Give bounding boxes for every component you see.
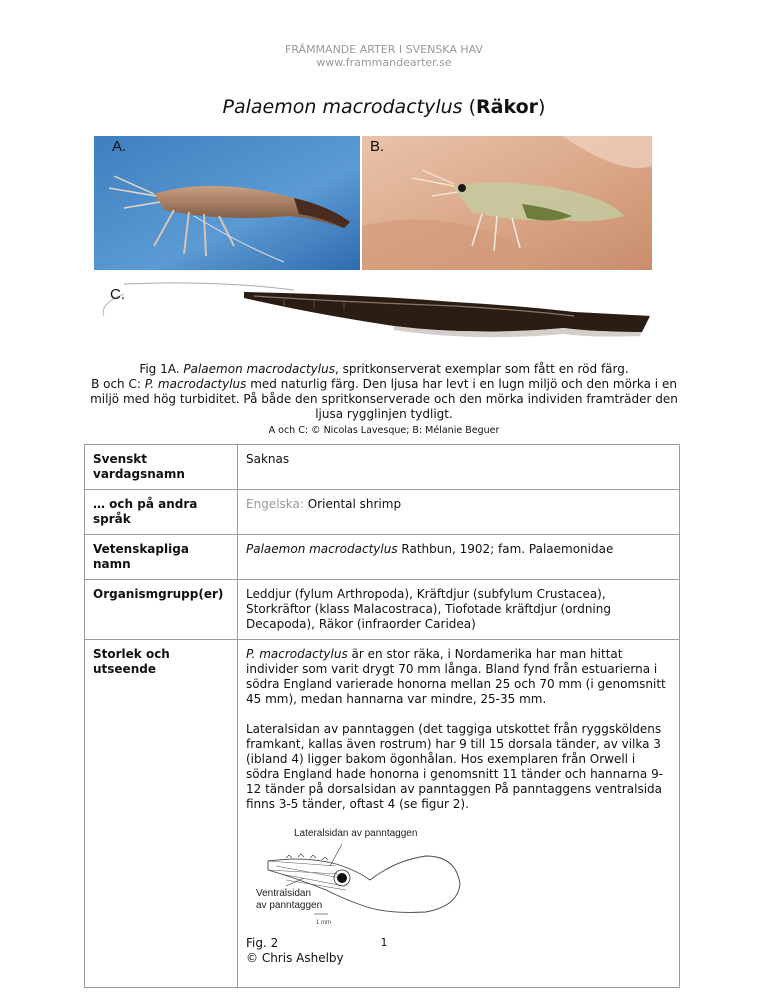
scientific-authority: Rathbun, 1902; fam. Palaemonidae (397, 542, 614, 556)
size-paragraph-2: Lateralsidan av panntaggen (det taggiga utskottet från ryggsköldens framkant, kallas även rostrum) har 9 till 15 dorsala tänder, av vilka 3 (ibland 4) ligger bakom ögonhålan. Hos exemplaren från Orwell i södra England hade honorna i genomsnitt 11 tänder och hannarna 9-12 tänder på dorsalsidan av panntaggen På panntaggens ventralsida finns 3-5 tänder, oftast 4 (se figur 2). (246, 722, 664, 811)
table-row (85, 535, 680, 580)
page-title (0, 96, 768, 118)
photo-c-label: C. (110, 286, 125, 303)
row-key-size-appearance: Storlek och utseende (85, 640, 238, 988)
photo-a-label: A. (112, 138, 127, 155)
fig2-scale-label: 1 mm (316, 920, 331, 926)
caption-prefix-2: B och C: (91, 377, 145, 391)
caption-credit: A och C: © Nicolas Lavesque; B: Mélanie Beguer (268, 425, 500, 436)
row-key-swedish-name: Svenskt vardagsnamn (85, 445, 238, 490)
caption-text-1: , spritkonserverat exemplar som fått en röd färg. (334, 362, 629, 376)
header-url[interactable]: www.frammandearter.se (316, 56, 452, 69)
fig2-caption: Fig. 2 (246, 936, 279, 950)
size-species: P. macrodactylus (246, 647, 348, 661)
row-key-scientific-name: Vetenskapliga namn (85, 535, 238, 580)
row-key-other-languages: … och på andra språk (85, 490, 238, 535)
size-text: är en stor räka, i Nordamerika har man hittat individer som varit drygt 70 mm långa. Bland fynd från estuarierna i södra England varierade honorna mellan 25 och 70 mm (i genomsnitt 45 mm), medan hannarna var mindre, 25-35 mm. (246, 647, 666, 706)
caption-species: Palaemon macrodactylus (183, 362, 335, 376)
fig2-ventral-label-1: Ventralsidan (256, 888, 312, 899)
language-label: Engelska: (246, 497, 304, 511)
page-number: 1 (380, 936, 388, 949)
table-row (85, 580, 680, 640)
row-value-organism-group: Leddjur (fylum Arthropoda), Kräftdjur (subfylum Crustacea), Storkräftor (klass Malacostraca), Tiofotade kräftdjur (ordning Decapoda), Räkor (infraorder Caridea) (238, 580, 680, 640)
photo-b-label: B. (370, 138, 385, 155)
english-name: Oriental shrimp (303, 497, 402, 511)
scientific-species: Palaemon macrodactylus (246, 542, 398, 556)
caption-species-2: P. macrodactylus (144, 377, 247, 391)
photo-a (94, 136, 360, 270)
table-row (85, 490, 680, 535)
row-value-swedish-name: Saknas (238, 445, 680, 490)
fig2-credit: © Chris Ashelby (246, 951, 344, 965)
fig2-lateral-label: Lateralsidan av panntaggen (294, 828, 418, 839)
figure-2-drawing (246, 826, 466, 926)
caption-prefix: Fig 1A. (139, 362, 184, 376)
figure-caption (84, 362, 684, 438)
title-paren-close: ) (538, 96, 546, 118)
photo-b (362, 136, 652, 270)
header-title: FRÄMMANDE ARTER I SVENSKA HAV (285, 43, 483, 56)
title-species: Palaemon macrodactylus (222, 96, 463, 118)
table-row (85, 445, 680, 490)
fig2-ventral-label-2: av panntaggen (256, 900, 323, 911)
size-paragraph-1 (246, 647, 671, 707)
row-value-other-languages (238, 490, 680, 535)
title-common-name: Räkor (476, 96, 539, 118)
row-key-organism-group: Organismgrupp(er) (85, 580, 238, 640)
species-info-table (84, 444, 680, 988)
photo-c (94, 276, 654, 346)
caption-text-2: med naturlig färg. Den ljusa har levt i en lugn miljö och den mörka i en miljö med hög turbiditet. På både den spritkonserverade och den mörka individen framträder den ljusa rygglinjen tydligt. (90, 377, 678, 421)
row-value-scientific-name (238, 535, 680, 580)
title-paren-open: ( (462, 96, 477, 118)
